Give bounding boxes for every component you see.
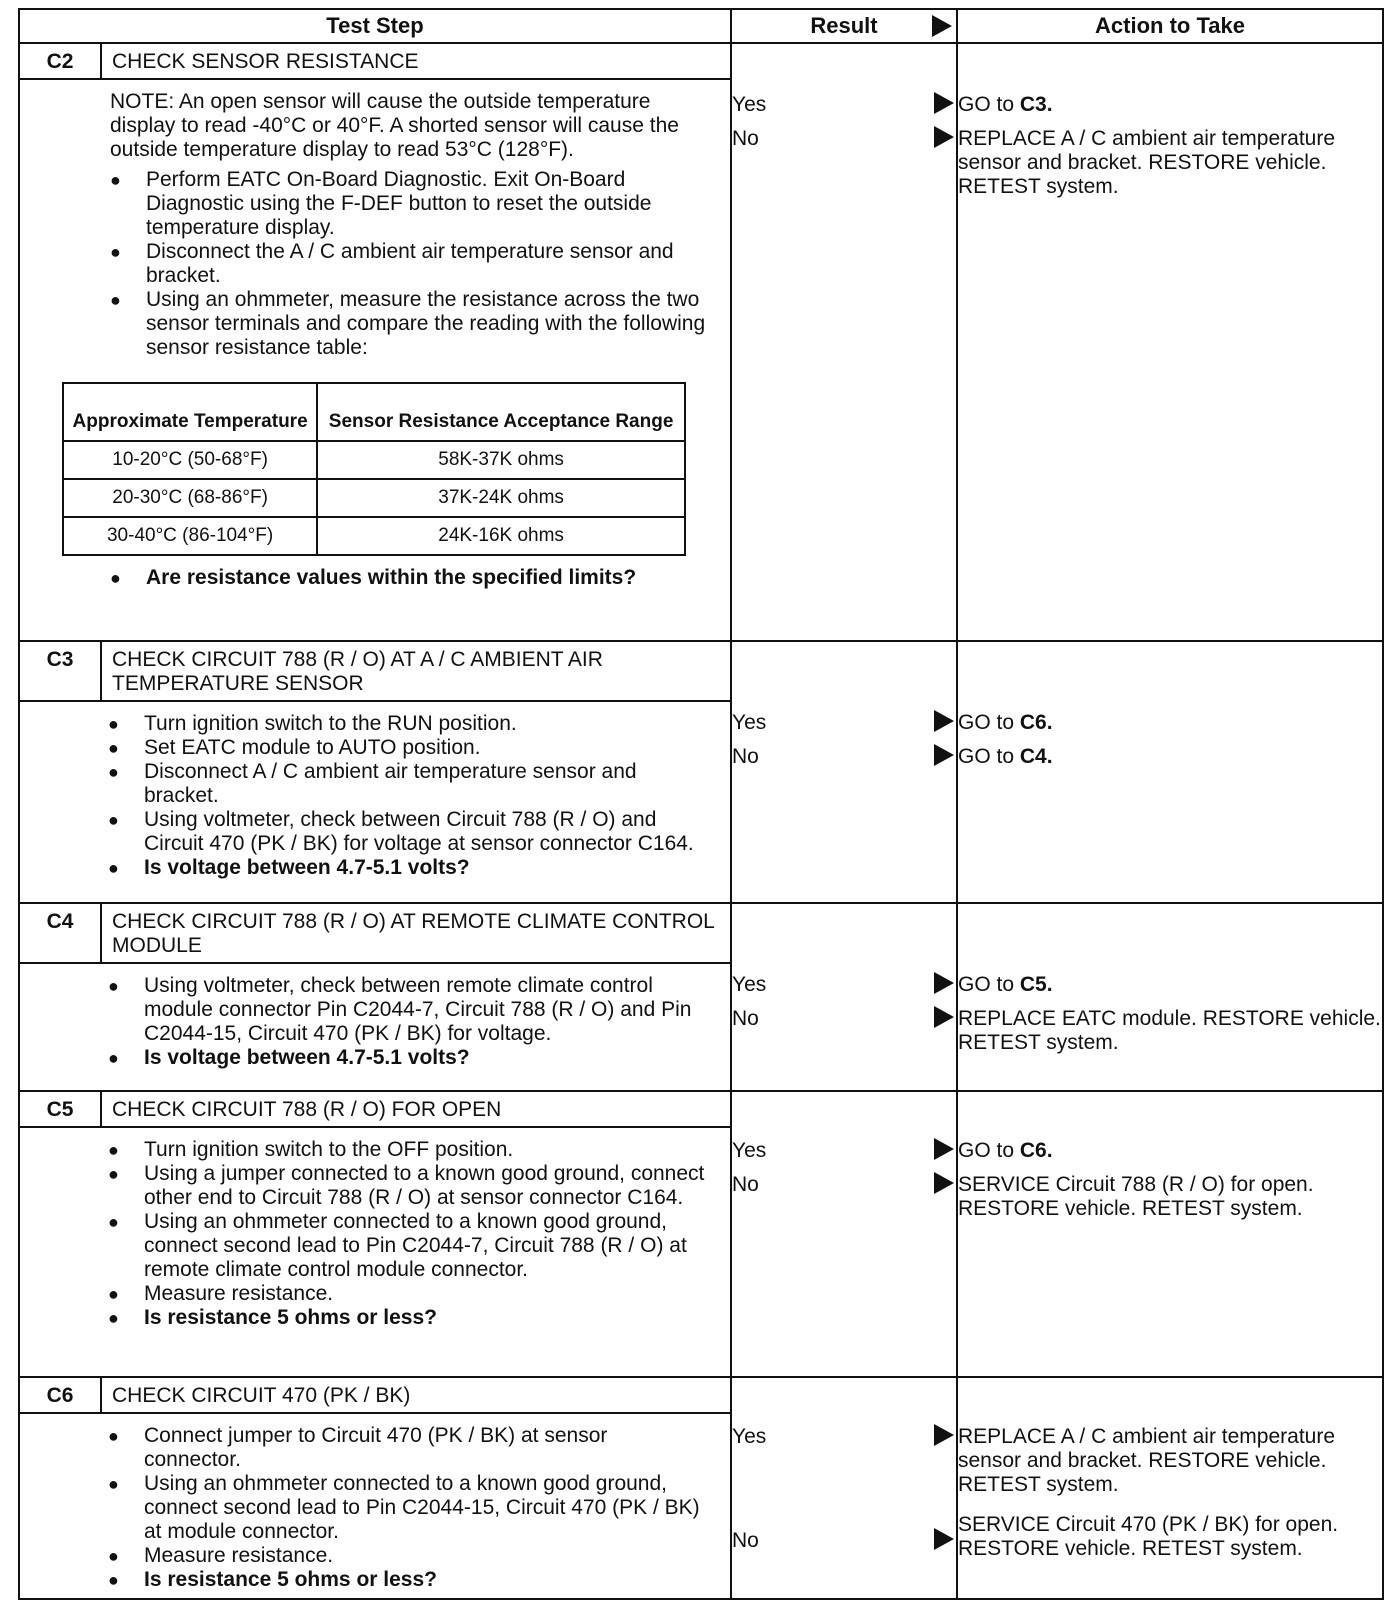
step-question: ● Is resistance 5 ohms or less? [108,1568,706,1592]
sensor-table-header-row [63,383,685,441]
pinpoint-test-table [18,8,1384,1600]
arrow-right-icon [934,972,954,994]
sensor-table-row [63,479,685,517]
test-step-cell [19,43,731,641]
result-label: No [732,127,759,150]
arrow-right-icon [934,744,954,766]
step-bullets [110,168,706,360]
action-text [958,1139,1382,1163]
action-cell [957,1091,1383,1377]
result-no [732,1524,956,1558]
action-cell [957,641,1383,903]
step-bullet: ● Perform EATC On-Board Diagnostic. Exit On-Board Diagnostic using the F-DEF button to reset the outside temperature display. [110,168,706,240]
step-row-c2 [19,43,1383,641]
step-body [20,80,730,596]
result-cell [731,43,957,641]
action-text-body: GO to [958,1139,1020,1162]
action-text [958,127,1382,199]
action-cell [957,1377,1383,1599]
arrow-right-icon [932,15,952,37]
result-header [731,9,957,43]
action-text-body: GO to [958,93,1020,116]
action-text-body: GO to [958,745,1020,768]
sensor-table-header: Sensor Resistance Acceptance Range [317,383,685,441]
arrow-right-icon [934,710,954,732]
action-text [958,711,1382,735]
step-bullets [108,1424,706,1568]
step-bullet: ● Using voltmeter, check between remote climate control module connector Pin C2044-7, Circuit 788 (R / O) and Pin C2044-15, Circuit 470 (PK / BK) for voltage. [108,974,706,1046]
step-heading [20,642,730,702]
step-row-c6 [19,1377,1383,1599]
step-question-list [110,566,706,590]
step-bullet: ● Using an ohmmeter connected to a known good ground, connect second lead to Pin C2044-15, Circuit 470 (PK / BK) at module connector. [108,1472,706,1544]
sensor-table-cell: 10-20°C (50-68°F) [63,441,317,479]
step-bullets [108,974,706,1046]
step-question: ● Is voltage between 4.7-5.1 volts? [108,1046,706,1070]
result-label: Yes [732,93,767,116]
step-id: C3 [20,642,102,700]
step-id: C5 [20,1092,102,1126]
step-row-c3 [19,641,1383,903]
action-text-body: GO to [958,973,1020,996]
action-text [958,1173,1382,1221]
step-body [20,964,730,1076]
step-body [20,1128,730,1336]
sensor-table-header: Approximate Temperature [63,383,317,441]
result-label: No [732,745,759,768]
step-heading [20,1378,730,1414]
action-step-ref: C3. [1019,93,1053,116]
sensor-table-cell: 24K-16K ohms [317,517,685,555]
sensor-table-cell: 58K-37K ohms [317,441,685,479]
step-bullet: ● Turn ignition switch to the RUN position. [108,712,706,736]
step-title: CHECK CIRCUIT 788 (R / O) AT A / C AMBIENT AIR TEMPERATURE SENSOR [112,648,603,695]
result-yes [732,706,956,740]
arrow-right-icon [934,1172,954,1194]
test-step-cell [19,641,731,903]
step-id: C6 [20,1378,102,1412]
action-step-ref: C6. [1019,1139,1053,1162]
action-text-body: REPLACE EATC module. RESTORE vehicle. RETEST system. [958,1007,1381,1054]
action-text [958,973,1382,997]
arrow-right-icon [934,126,954,148]
test-step-cell [19,1091,731,1377]
action-text [958,1513,1382,1561]
step-question-list [108,1046,706,1070]
action-cell [957,43,1383,641]
step-bullet: ● Disconnect the A / C ambient air temperature sensor and bracket. [110,240,706,288]
sensor-table-row [63,517,685,555]
step-question: ● Is resistance 5 ohms or less? [108,1306,706,1330]
action-text-body: SERVICE Circuit 788 (R / O) for open. RESTORE vehicle. RETEST system. [958,1173,1314,1220]
step-title: CHECK CIRCUIT 470 (PK / BK) [112,1384,411,1407]
action-text-body: GO to [958,711,1020,734]
step-title: CHECK CIRCUIT 788 (R / O) AT REMOTE CLIMATE CONTROL MODULE [112,910,715,957]
result-no [732,1002,956,1036]
action-cell [957,903,1383,1091]
header-row [19,9,1383,43]
action-header: Action to Take [957,9,1383,43]
action-step-ref: C6. [1019,711,1053,734]
action-text-body: REPLACE A / C ambient air temperature sensor and bracket. RESTORE vehicle. RETEST system. [958,1425,1336,1496]
step-heading [20,44,730,80]
sensor-resistance-table [62,382,686,556]
step-bullets [108,712,706,856]
action-text [958,93,1382,117]
sensor-table-cell: 30-40°C (86-104°F) [63,517,317,555]
result-cell [731,1377,957,1599]
result-cell [731,1091,957,1377]
step-id: C2 [20,44,102,78]
step-id: C4 [20,904,102,962]
result-no [732,1168,956,1202]
sensor-table-cell: 20-30°C (68-86°F) [63,479,317,517]
test-step-cell [19,1377,731,1599]
step-bullet: ● Turn ignition switch to the OFF position. [108,1138,706,1162]
result-yes [732,968,956,1002]
step-title: CHECK CIRCUIT 788 (R / O) FOR OPEN [112,1098,502,1121]
sensor-table-cell: 37K-24K ohms [317,479,685,517]
result-header-label: Result [810,13,878,38]
result-no [732,740,956,774]
test-step-cell [19,903,731,1091]
step-bullet: ● Measure resistance. [108,1544,706,1568]
diagnostic-document [18,8,1382,1600]
result-label: No [732,1173,759,1196]
step-bullet: ● Using an ohmmeter, measure the resistance across the two sensor terminals and compare the reading with the following sensor resistance table: [110,288,706,360]
action-text [958,745,1382,769]
step-bullets [108,1138,706,1306]
action-text [958,1425,1382,1497]
result-label: Yes [732,711,767,734]
result-label: Yes [732,1139,767,1162]
result-no [732,122,956,156]
result-cell [731,903,957,1091]
step-body [20,702,730,886]
step-bullet: ● Disconnect A / C ambient air temperature sensor and bracket. [108,760,706,808]
result-yes [732,1420,956,1454]
action-text-body: REPLACE A / C ambient air temperature sensor and bracket. RESTORE vehicle. RETEST system. [958,127,1336,198]
step-note: NOTE: An open sensor will cause the outside temperature display to read -40°C or 40°F. A shorted sensor will cause the outside temperature display to read 53°C (128°F). [110,90,679,161]
result-label: No [732,1007,759,1030]
arrow-right-icon [934,1528,954,1550]
result-label: No [732,1529,759,1552]
step-heading [20,904,730,964]
result-label: Yes [732,973,767,996]
result-yes [732,1134,956,1168]
step-bullet: ● Using a jumper connected to a known good ground, connect other end to Circuit 788 (R / O) at sensor connector C164. [108,1162,706,1210]
action-step-ref: C4. [1019,745,1053,768]
step-question-list [108,1568,706,1592]
step-question: ● Are resistance values within the specified limits? [110,566,706,590]
result-cell [731,641,957,903]
arrow-right-icon [934,1424,954,1446]
test-step-header: Test Step [19,9,731,43]
step-row-c4 [19,903,1383,1091]
step-question-list [108,856,706,880]
action-text-body: SERVICE Circuit 470 (PK / BK) for open. RESTORE vehicle. RETEST system. [958,1513,1339,1560]
step-bullet: ● Set EATC module to AUTO position. [108,736,706,760]
result-label: Yes [732,1425,767,1448]
step-body [20,1414,730,1598]
step-question-list [108,1306,706,1330]
action-step-ref: C5. [1019,973,1053,996]
arrow-right-icon [934,1138,954,1160]
step-bullet: ● Connect jumper to Circuit 470 (PK / BK) at sensor connector. [108,1424,706,1472]
step-bullet: ● Using voltmeter, check between Circuit 788 (R / O) and Circuit 470 (PK / BK) for voltage at sensor connector C164. [108,808,706,856]
step-bullet: ● Measure resistance. [108,1282,706,1306]
arrow-right-icon [934,92,954,114]
arrow-right-icon [934,1006,954,1028]
sensor-table-row [63,441,685,479]
step-row-c5 [19,1091,1383,1377]
step-heading [20,1092,730,1128]
action-text [958,1007,1382,1055]
step-question: ● Is voltage between 4.7-5.1 volts? [108,856,706,880]
result-yes [732,88,956,122]
step-title: CHECK SENSOR RESISTANCE [112,50,419,73]
step-bullet: ● Using an ohmmeter connected to a known good ground, connect second lead to Pin C2044-7, Circuit 788 (R / O) at remote climate control module connector. [108,1210,706,1282]
